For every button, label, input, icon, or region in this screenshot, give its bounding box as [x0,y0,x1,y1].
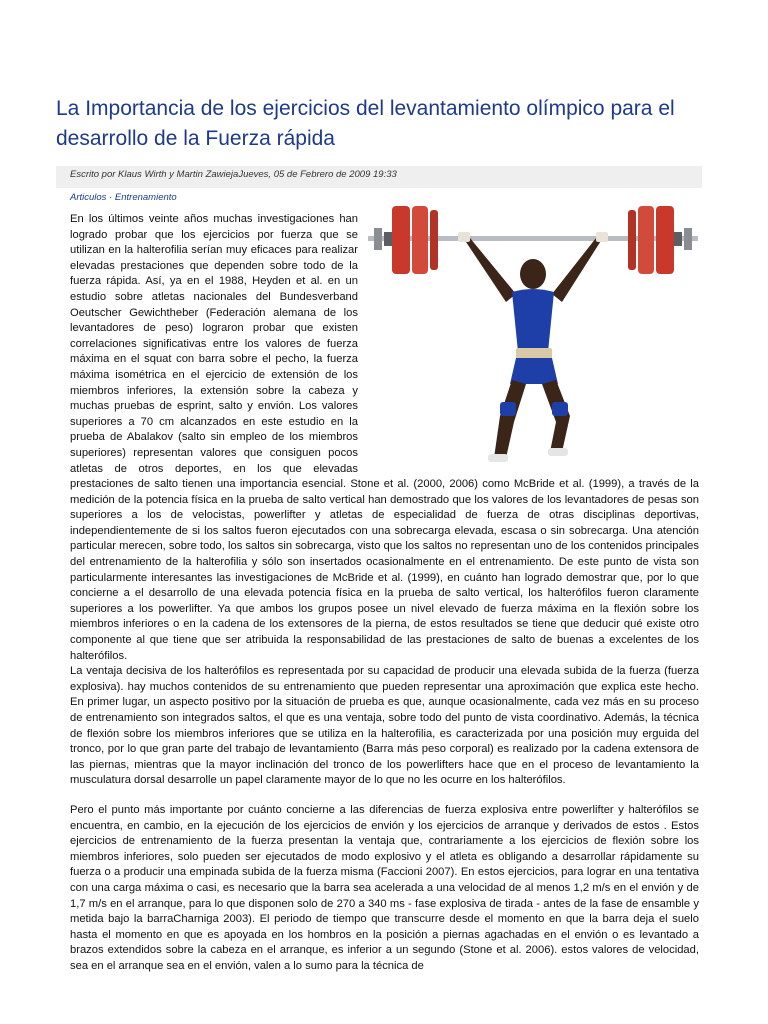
left-collar [374,228,382,250]
athlete-head [520,259,546,289]
paragraph-1: En los últimos veinte años muchas investigaciones han logrado probar que los ejercicios por fuerza que se utilizan en la halterofilia serían muy eficaces para realizar elevadas prestaciones que dependen sobre todo de la fuerza rápida. Así, ya en el 1988, Heyden et al. en un estudio sobre atletas nacionales del Bundesverband Oeutscher Gewichtheber (Federación alemana de los levantadores de peso) lograron probar que existen correlaciones significativas entre los valores de fuerza máxima en el squat con barra sobre el pecho, la fuerza máxima isométrica en el ejercicio de extensión de los miembros inferiores, la extensión sobre la cabeza y muchas pruebas de esprint, salto y envión. Los valores superiores a 70 cm alcanzados en este estudio en la prueba de Abalakov (salto sin empleo de los miembros superiores) representan valores que consiguen pocos atletas de otros deportes, en los que elevadas prestaciones de salto tienen una importancia esencial. Stone et al. (2000, 2006) como McBride et al. (1999), a través de la medición de la potencia física en la prueba de salto vertical han demostrado que los valores de los levantadores de pesas son superiores a los de velocistas, powerlifter y atletas de especialidad de fuerza de otras disciplinas deportivas, independientemente de si los saltos fueron ejecutados con una sobrecarga elevada, escasa o sin sobrecarga. Una atención particular merecen, sobre todo, los saltos sin sobrecarga, visto que los saltos no representan uno de los contenidos principales del entrenamiento de la halterofilia y sólo son insertados ocasionalmente en el entrenamiento. De este punto de vista son particularmente interesantes las investigaciones de McBride et al. (1999), en cuánto han logrado demostrar que, por lo que concierne a el desarrollo de una elevada potencia física en la prueba de salto vertical, los halterófilos fueron claramente superiores a los powerlifter. Ya que ambos los grupos posee un nivel elevado de fuerza máxima en la flexión sobre los miembros inferiores o en la cadena de los extensores de la pierna, de estos resultados se tiene que deducir qué existe otro componente al que tiene que ser atribuida la responsabilidad de las prestaciones de salto de buenas a excelentes de los halterófilos. [70,213,699,662]
left-leg [494,380,526,458]
category-breadcrumb [70,192,177,203]
athlete-singlet [512,289,554,352]
article-byline: Escrito por Klaus Wirth y Martin ZawiejaJueves, 05 de Febrero de 2009 19:33 [56,166,702,188]
subcategory-link[interactable]: Entrenamiento [114,192,177,203]
article-title: La Importancia de los ejercicios del levantamiento olímpico para el desarrollo de la Fuerza rápida [56,97,675,150]
category-link[interactable]: Articulos [70,192,107,203]
weightlifter-photo [366,202,700,464]
left-arm [462,236,516,302]
left-plate-inner [412,206,428,274]
right-plate-inner [638,206,654,274]
paragraph-2: La ventaja decisiva de los halterófilos es representada por su capacidad de producir una elevada subida de la fuerza (fuerza explosiva). hay muchos contenidos de su entrenamiento que pueden representar una aproximación que explica este hecho. En primer lugar, un aspecto positivo por la situación de prueba es que, aunque ocasionalmente, cada vez más en su proceso de entrenamiento son integrados saltos, el que es una ventaja, sobre todo del punto de vista coordinativo. Además, la técnica de flexión sobre los miembros inferiores que se utiliza en la halterofilia, es caracterizada por una posición muy erguida del tronco, por lo que gran parte del trabajo de levantamiento (Barra más peso corporal) es realizado por la cadena extensora de las piernas, mientras que la mayor inclinación del tronco de los powerlifters hace que en el proceso de levantamiento la musculatura dorsal desarrolle un papel claramente mayor de lo que no les ocurre en los halterófilos. [70,665,699,787]
left-shoe [488,454,508,462]
breadcrumb-separator: · [106,192,115,203]
right-plate-outer [656,206,674,274]
paragraph-3: Pero el punto más importante por cuánto concierne a las diferencias de fuerza explosiva entre powerlifter y halterófilos se encuentra, en cambio, en la ejecución de los ejercicios de envión y los ejercicios de arranque y derivados de estos . Estos ejercicios de entrenamiento de la fuerza presentan la ventaja que, contrariamente a los ejercicios de flexión sobre los miembros inferiores, solo pueden ser ejecutados de modo explosivo y el atleta es obligando a desarrollar rápidamente su fuerza o a producir una empinada subida de la fuerza misma (Faccioni 2007). En estos ejercicios, para lograr en una tentativa con una carga máxima o casi, es necesario que la barra sea acelerada a una velocidad de al menos 1,2 m/s en el envión y de 1,7 m/s en el arranque, para lo que disponen solo de 270 a 340 ms - fase explosiva de tirada - antes de la fase de ensamble y metida bajo la barraCharniga 2003). El periodo de tiempo que transcurre desde el momento en que la barra deja el suelo hasta el momento en que es apoyada en los hombros en la posición a piernas agachadas en el envión o es levantado a brazos extendidos sobre la cabeza en el arranque, es inferior a un segundo (Stone et al. 2006). estos valores de velocidad, sea en el arranque sea en el envión, valen a lo sumo para la técnica de [70,803,699,972]
right-arm [552,236,604,302]
left-plate-outer [392,206,410,274]
right-shoe [548,448,568,456]
paragraph-gap [70,789,699,803]
right-collar [684,228,692,250]
